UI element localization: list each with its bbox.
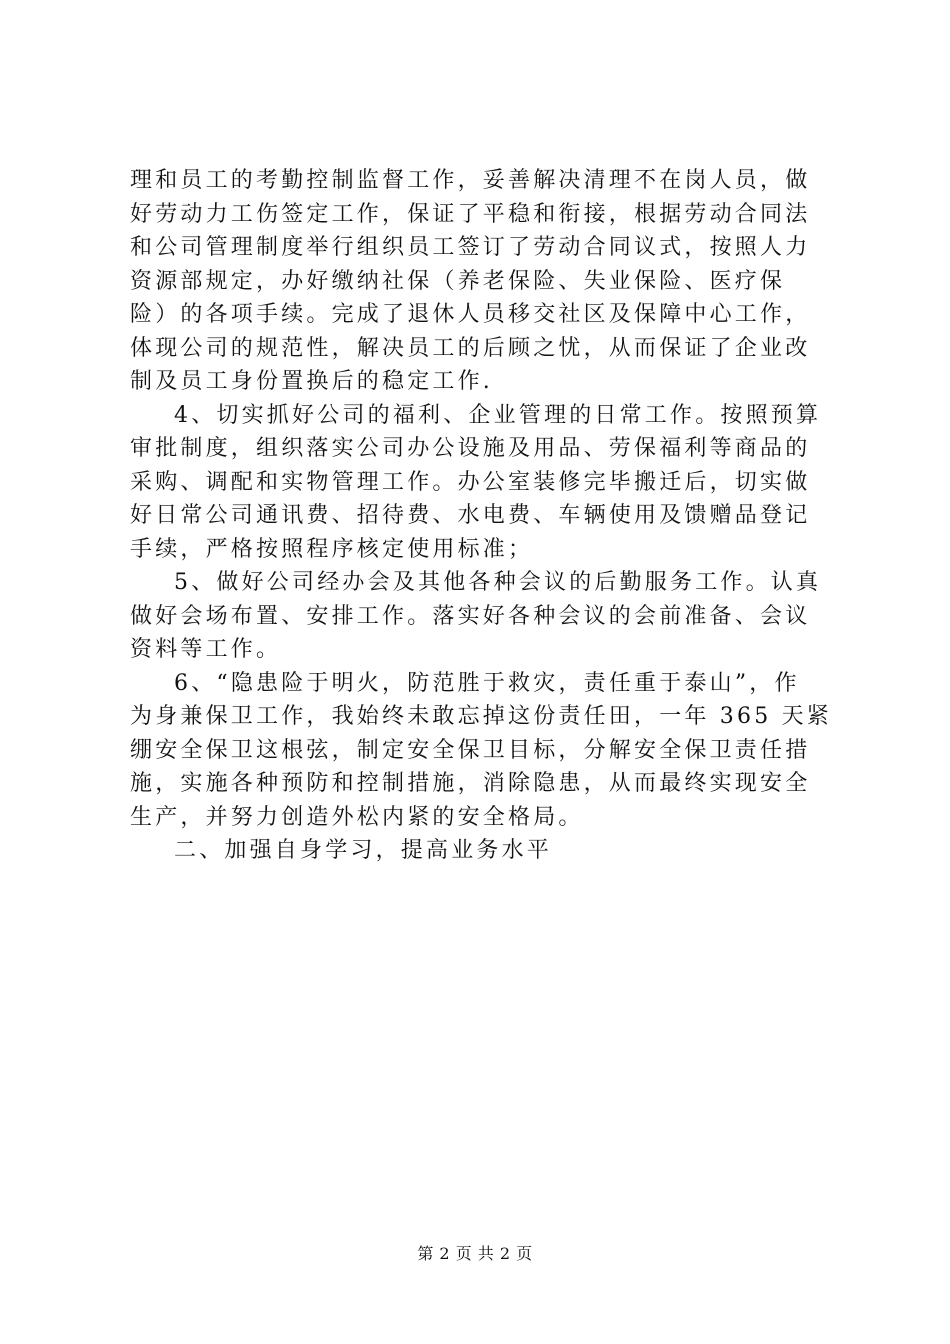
text-line: 理和员工的考勤控制监督工作，妥善解决清理不在岗人员，做 — [130, 168, 811, 193]
text-line: 制及员工身份置换后的稳定工作. — [130, 369, 493, 394]
text-line: 体现公司的规范性，解决员工的后顾之忧，从而保证了企业改 — [130, 335, 811, 361]
text-line: 好日常公司通讯费、招待费、水电费、车辆使用及馈赠品登记 — [130, 503, 811, 528]
paragraph-start-line: 5、做好公司经办会及其他各种会议的后勤服务工作。认真 — [174, 570, 822, 595]
paragraph-start-line: 4、切实抓好公司的福利、企业管理的日常工作。按照预算 — [174, 402, 822, 428]
text-line: 施，实施各种预防和控制措施，消除隐患，从而最终实现安全 — [130, 771, 811, 796]
text-line: 和公司管理制度举行组织员工签订了劳动合同议式，按照人力 — [130, 235, 811, 260]
paragraph-start-line: 6、“隐患险于明火，防范胜于救灾，责任重于泰山”，作 — [174, 670, 800, 696]
text-line: 险）的各项手续。完成了退休人员移交社区及保障中心工作， — [130, 302, 811, 327]
page-footer: 第 2 页 共 2 页 — [417, 1244, 533, 1263]
text-line: 好劳动力工伤签定工作，保证了平稳和衔接，根据劳动合同法 — [130, 201, 811, 227]
text-line: 做好会场布置、安排工作。落实好各种会议的会前准备、会议 — [130, 603, 811, 629]
text-line: 采购、调配和实物管理工作。办公室装修完毕搬迁后，切实做 — [130, 469, 811, 495]
text-line: 为身兼保卫工作，我始终未敢忘掉这份责任田，一年 365 天紧 — [130, 704, 832, 729]
text-line: 手续，严格按照程序核定使用标准； — [130, 536, 534, 562]
document-body — [130, 164, 830, 868]
section-heading: 二、加强自身学习，提高业务水平 — [174, 838, 553, 863]
text-line: 绷安全保卫这根弦，制定安全保卫目标，分解安全保卫责任措 — [130, 737, 811, 763]
text-line: 生产，并努力创造外松内紧的安全格局。 — [130, 804, 584, 830]
text-line: 资源部规定，办好缴纳社保（养老保险、失业保险、医疗保 — [130, 268, 786, 294]
text-line: 资料等工作。 — [130, 637, 282, 662]
text-line: 审批制度，组织落实公司办公设施及用品、劳保福利等商品的 — [130, 436, 811, 461]
